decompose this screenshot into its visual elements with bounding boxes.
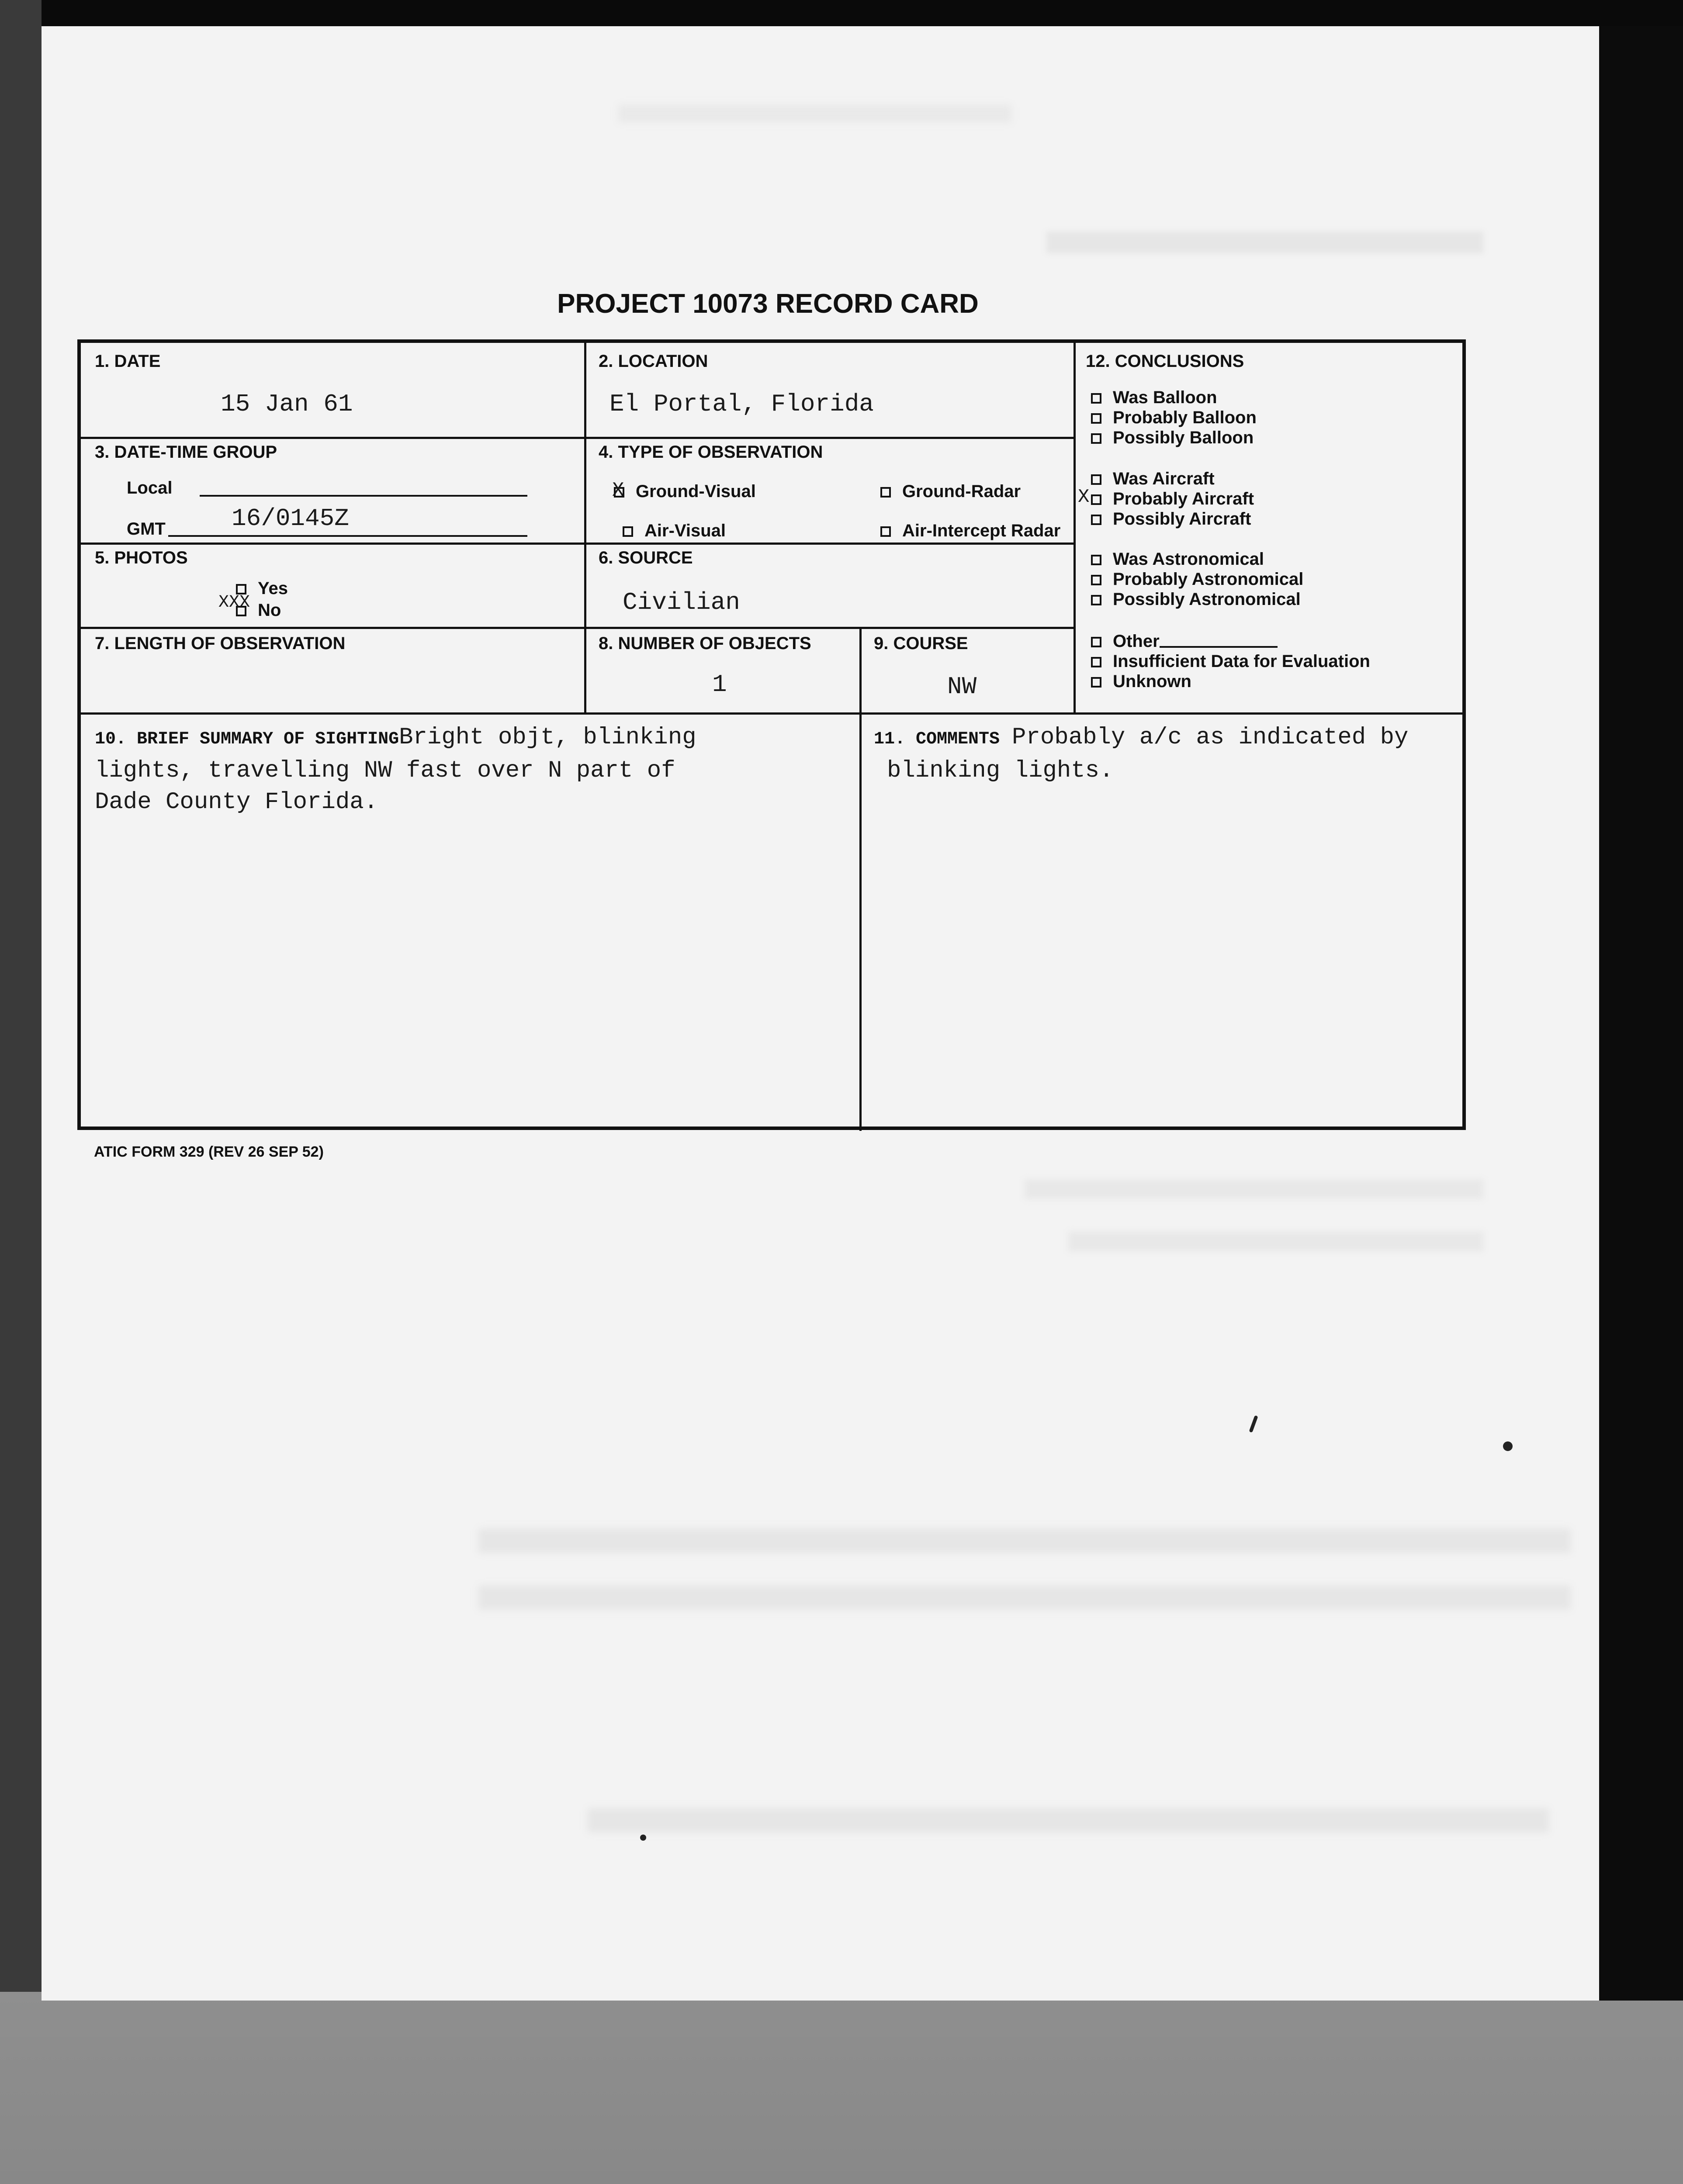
conclusion-probably-balloon: Probably Balloon [1091, 408, 1257, 428]
conclusion-insufficient-data: Insufficient Data for Evaluation [1091, 651, 1370, 671]
comments-line-2: blinking lights. [887, 757, 1114, 784]
location-value: El Portal, Florida [609, 390, 874, 418]
checkbox-icon [1091, 494, 1101, 505]
type-of-observation-label: 4. TYPE OF OBSERVATION [599, 442, 823, 462]
date-value: 15 Jan 61 [221, 390, 353, 418]
option-label: Air-Intercept Radar [902, 521, 1061, 540]
number-of-objects-value: 1 [712, 670, 727, 698]
option-label: Ground-Visual [636, 482, 756, 501]
conclusions-balloon-group [1091, 387, 1257, 448]
comments-text: Probably a/c as indicated by [1012, 724, 1409, 751]
divider [81, 627, 1075, 629]
summary-text: Bright objt, blinking [399, 724, 696, 751]
conclusion-was-balloon: Was Balloon [1091, 387, 1257, 408]
source-value: Civilian [623, 588, 740, 616]
length-of-observation-label: 7. LENGTH OF OBSERVATION [95, 634, 346, 653]
conclusion-other: Other [1091, 631, 1370, 651]
conclusions-label: 12. CONCLUSIONS [1086, 352, 1244, 371]
conclusion-possibly-balloon: Possibly Balloon [1091, 428, 1257, 448]
dust-speck [1503, 1441, 1513, 1451]
option-label: No [258, 601, 281, 620]
conclusion-probably-aircraft: X Probably Aircraft [1078, 486, 1254, 508]
checkbox-icon [1091, 555, 1101, 565]
option-label: Air-Visual [644, 521, 726, 540]
conclusions-aircraft-group [1078, 469, 1254, 529]
checkbox-icon [880, 487, 891, 498]
checkbox-icon [1091, 575, 1101, 585]
checkbox-icon [1091, 474, 1101, 485]
summary-label: 10. BRIEF SUMMARY OF SIGHTING [95, 729, 399, 749]
divider [859, 712, 862, 1131]
checkbox-icon [1091, 657, 1101, 667]
film-border-right [1599, 26, 1683, 2001]
comments-line-1 [874, 722, 1464, 755]
summary-line-1 [95, 722, 855, 755]
divider [81, 712, 1466, 715]
location-label: 2. LOCATION [599, 352, 708, 371]
divider [81, 437, 1075, 439]
dust-speck [640, 1835, 646, 1841]
record-card-form [77, 339, 1466, 1130]
date-time-group-label: 3. DATE-TIME GROUP [95, 442, 277, 462]
course-value: NW [947, 673, 977, 701]
source-label: 6. SOURCE [599, 548, 693, 567]
summary-block [95, 722, 855, 818]
checkbox-icon [1091, 515, 1101, 525]
option-label: Yes [258, 579, 288, 598]
conclusion-probably-astronomical: Probably Astronomical [1091, 569, 1303, 589]
comments-block [874, 722, 1464, 787]
option-ground-radar [880, 482, 1021, 501]
checkbox-icon [1091, 433, 1101, 444]
form-number: ATIC FORM 329 (REV 26 SEP 52) [94, 1144, 324, 1160]
underlying-sheet [0, 1992, 1683, 2184]
course-label: 9. COURSE [874, 634, 968, 653]
conclusions-astronomical-group [1091, 549, 1303, 609]
dust-speck [1249, 1415, 1258, 1433]
local-time-label: Local [127, 478, 173, 498]
conclusion-possibly-aircraft: Possibly Aircraft [1091, 509, 1254, 529]
checkbox-icon [623, 526, 633, 537]
comments-label: 11. COMMENTS [874, 729, 1000, 749]
film-border-top [0, 0, 1683, 26]
number-of-objects-label: 8. NUMBER OF OBJECTS [599, 634, 811, 653]
card-title: PROJECT 10073 RECORD CARD [557, 289, 979, 319]
checkbox-icon [1091, 677, 1101, 688]
conclusion-was-astronomical: Was Astronomical [1091, 549, 1303, 569]
gmt-value: 16/0145Z [232, 505, 349, 532]
divider [81, 543, 1075, 545]
photos-label: 5. PHOTOS [95, 548, 188, 567]
other-line [1160, 646, 1278, 648]
divider [859, 627, 862, 712]
checkbox-icon [1091, 595, 1101, 605]
gmt-line [168, 535, 527, 537]
summary-line-3: Dade County Florida. [95, 789, 378, 816]
record-card-page [42, 26, 1599, 2001]
option-ground-visual [612, 479, 756, 502]
divider [584, 343, 586, 712]
checkmark: X [612, 479, 624, 502]
summary-line-2: lights, travelling NW fast over N part of [95, 757, 675, 784]
conclusion-possibly-astronomical: Possibly Astronomical [1091, 589, 1303, 609]
checkmark: X [1078, 486, 1090, 508]
date-label: 1. DATE [95, 352, 161, 371]
checkbox-icon [1091, 393, 1101, 404]
divider [1074, 343, 1076, 712]
conclusions-other-group [1091, 631, 1370, 691]
photos-option-no [218, 593, 281, 620]
conclusion-was-aircraft: Was Aircraft [1091, 469, 1254, 489]
option-air-intercept-radar [880, 521, 1060, 541]
local-time-line [200, 495, 527, 497]
option-air-visual [623, 521, 726, 541]
checkbox-icon [880, 526, 891, 537]
option-label: Ground-Radar [902, 482, 1021, 501]
checkbox-icon [1091, 413, 1101, 424]
checkbox-icon [1091, 637, 1101, 647]
checkmark: XXX [218, 593, 250, 612]
gmt-label: GMT [127, 519, 166, 539]
conclusion-unknown: Unknown [1091, 671, 1370, 691]
